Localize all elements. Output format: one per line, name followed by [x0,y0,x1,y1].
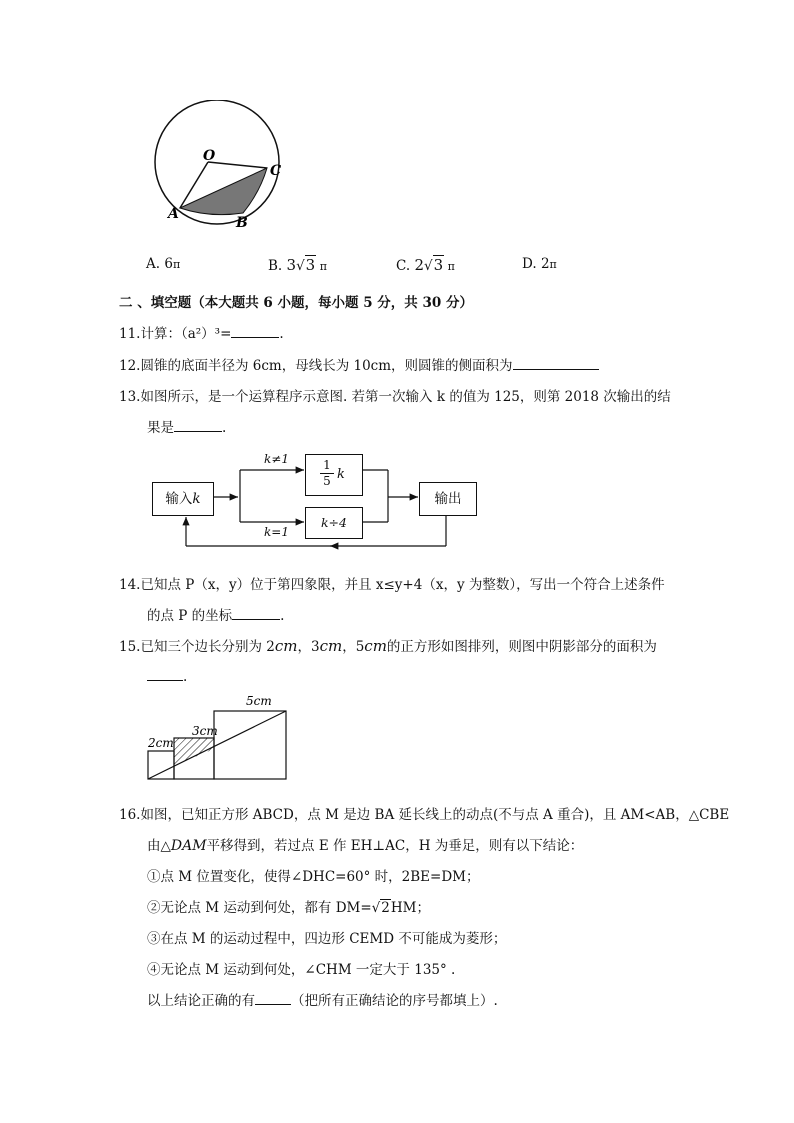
question-13-line1: 13.如图所示，是一个运算程序示意图. 若第一次输入 k 的值为 125，则第 2018 次输出的结 [119,389,671,405]
shaded-region [180,168,267,215]
question-13-line2: 果是 . [147,420,227,436]
conclusion-4: ④无论点 M 运动到何处，∠CHM 一定大于 135° . [147,962,456,978]
answer-blank [513,357,599,370]
question-15-line1: 15.已知三个边长分别为 2cm，3cm，5cm的正方形如图排列，则图中阴影部分的面积为 [119,637,657,655]
input-box: 输入k [152,482,214,516]
output-box: 输出 [419,482,477,516]
question-16-line1: 16.如图，已知正方形 ABCD，点 M 是边 BA 延长线上的动点(不与点 A 重合)，且 AM<AB，△CBE [119,807,730,823]
question-14-line2: 的点 P 的坐标 . [147,608,285,624]
label-C: C [270,163,282,179]
square-small [148,751,174,779]
square-big [214,711,286,779]
flowchart [150,448,480,556]
choice-a: A. 6π [146,256,181,272]
choice-c: C. 2√3 π [396,256,455,274]
conclusion-summary: 以上结论正确的有 （把所有正确结论的序号都填上）. [147,993,498,1009]
label-A: A [168,206,179,222]
label-O: O [203,148,216,164]
conclusion-1: ①点 M 位置变化，使得∠DHC=60° 时，2BE=DM； [147,869,480,885]
choice-b: B. 3√3 π [268,256,327,274]
shaded-region [174,738,214,766]
answer-blank [147,668,183,681]
conclusion-3: ③在点 M 的运动过程中，四边形 CEMD 不可能成为菱形； [147,931,507,947]
sqrt-symbol: √2 [371,900,390,916]
condition-not-one: k≠1 [264,452,289,466]
circle-figure [140,100,300,235]
sqrt-symbol: √3 [296,256,316,274]
answer-blank [231,325,279,338]
top-operation-box: 1 5 k [305,454,363,496]
choice-d: D. 2π [522,256,557,272]
section-title: 二 、填空题（本大题共 6 小题，每小题 5 分，共 30 分） [119,295,473,311]
condition-one: k=1 [264,525,289,539]
label-small: 2cm [148,736,174,750]
sqrt-symbol: √3 [423,256,444,274]
label-big: 5cm [246,694,272,708]
question-16-line2: 由△DAM平移得到，若过点 E 作 EH⊥AC，H 为垂足，则有以下结论： [147,838,584,854]
label-B: B [236,215,248,231]
question-15-line2: . [147,668,187,685]
question-14-line1: 14.已知点 P（x，y）位于第四象限，并且 x≤y+4（x，y 为整数），写出一个符合上述条件 [119,577,665,593]
bottom-operation-box: k÷4 [305,507,363,539]
conclusion-2: ②无论点 M 运动到何处，都有 DM=√2HM； [147,900,430,916]
squares-figure [142,690,302,785]
question-12: 12.圆锥的底面半径为 6cm，母线长为 10cm，则圆锥的侧面积为 [119,354,599,374]
answer-blank [255,992,291,1005]
question-11: 11.计算：（a²）³= . [119,326,284,342]
answer-blank [232,607,280,620]
label-mid: 3cm [192,724,218,738]
answer-blank [174,419,222,432]
